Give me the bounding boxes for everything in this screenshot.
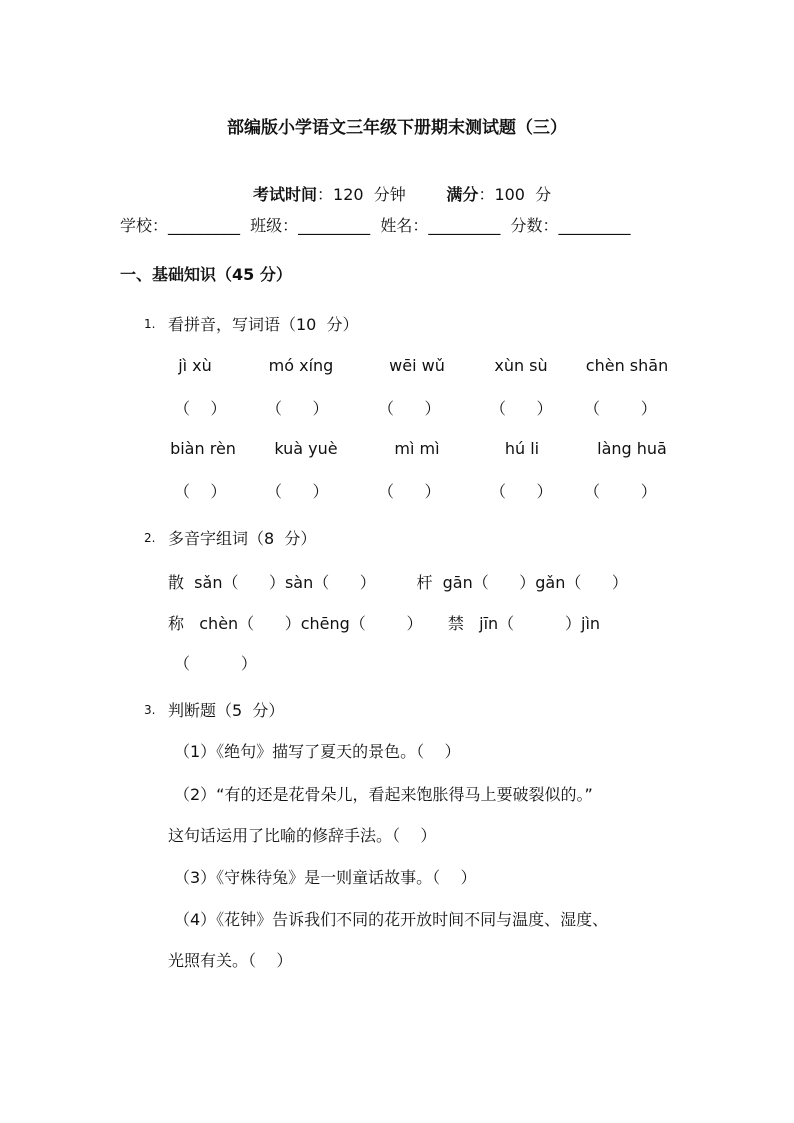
- judgment-item: （3）《守株待兔》是一则童话故事。（ ）: [174, 868, 477, 887]
- pinyin-item: biàn rèn: [170, 439, 236, 458]
- judgment-item: （4）《花钟》告诉我们不同的花开放时间不同与温度、湿度、: [174, 910, 609, 929]
- answer-bracket: （ ）: [378, 399, 441, 418]
- pinyin-item: chèn shān: [585, 356, 669, 375]
- question-text: 多音字组词（8 分）: [168, 529, 317, 548]
- judgment-item-continued: 光照有关。（ ）: [168, 951, 293, 970]
- question-number: 3.: [144, 703, 156, 717]
- polyphone-line: 称 chèn（ ）chēng（ ） 禁 jīn（ ）jìn: [168, 614, 601, 633]
- pinyin-item: làng huā: [597, 439, 667, 458]
- answer-bracket: （ ）: [174, 482, 227, 501]
- question-text: 判断题（5 分）: [168, 701, 285, 720]
- answer-bracket: （ ）: [584, 399, 657, 418]
- answer-bracket: （ ）: [490, 482, 553, 501]
- polyphone-line: 散 sǎn（ ）sàn（ ） 杆 gān（ ）gǎn（ ）: [168, 573, 628, 592]
- pinyin-item: wēi wǔ: [389, 356, 445, 375]
- answer-bracket: （ ）: [378, 482, 441, 501]
- pinyin-item: mó xíng: [268, 356, 334, 375]
- pinyin-item: kuà yuè: [274, 439, 338, 458]
- answer-bracket: （ ）: [584, 482, 657, 501]
- pinyin-item: hú li: [504, 439, 540, 458]
- score-value: ：100 分: [478, 185, 552, 204]
- question-text: 看拼音，写词语（10 分）: [168, 315, 359, 334]
- answer-bracket: （ ）: [490, 399, 553, 418]
- question-number: 2.: [144, 531, 156, 545]
- pinyin-item: xùn sù: [494, 356, 548, 375]
- section-heading: 一、基础知识（45 分）: [120, 265, 292, 284]
- polyphone-line: （ ）: [174, 654, 257, 673]
- page-title: 部编版小学语文三年级下册期末测试题（三）: [227, 118, 567, 138]
- question-number: 1.: [144, 317, 156, 331]
- student-info-line: 学校：_________ 班级：_________ 姓名：_________ 分数：_________: [120, 216, 631, 235]
- answer-bracket: （ ）: [174, 399, 227, 418]
- time-label: 考试时间: [253, 185, 318, 204]
- pinyin-item: jì xù: [178, 356, 212, 375]
- answer-bracket: （ ）: [266, 399, 329, 418]
- pinyin-item: mì mì: [394, 439, 440, 458]
- meta-spacer: [406, 185, 447, 204]
- time-value: ：120 分钟: [317, 185, 406, 204]
- score-label: 满分: [446, 185, 479, 204]
- exam-meta: [0, 163, 794, 205]
- judgment-item: （2）“有的还是花骨朵儿，看起来饱胀得马上要破裂似的。”: [174, 785, 593, 804]
- judgment-item: （1）《绝句》描写了夏天的景色。（ ）: [174, 742, 461, 761]
- answer-bracket: （ ）: [266, 482, 329, 501]
- judgment-item-continued: 这句话运用了比喻的修辞手法。（ ）: [168, 826, 437, 845]
